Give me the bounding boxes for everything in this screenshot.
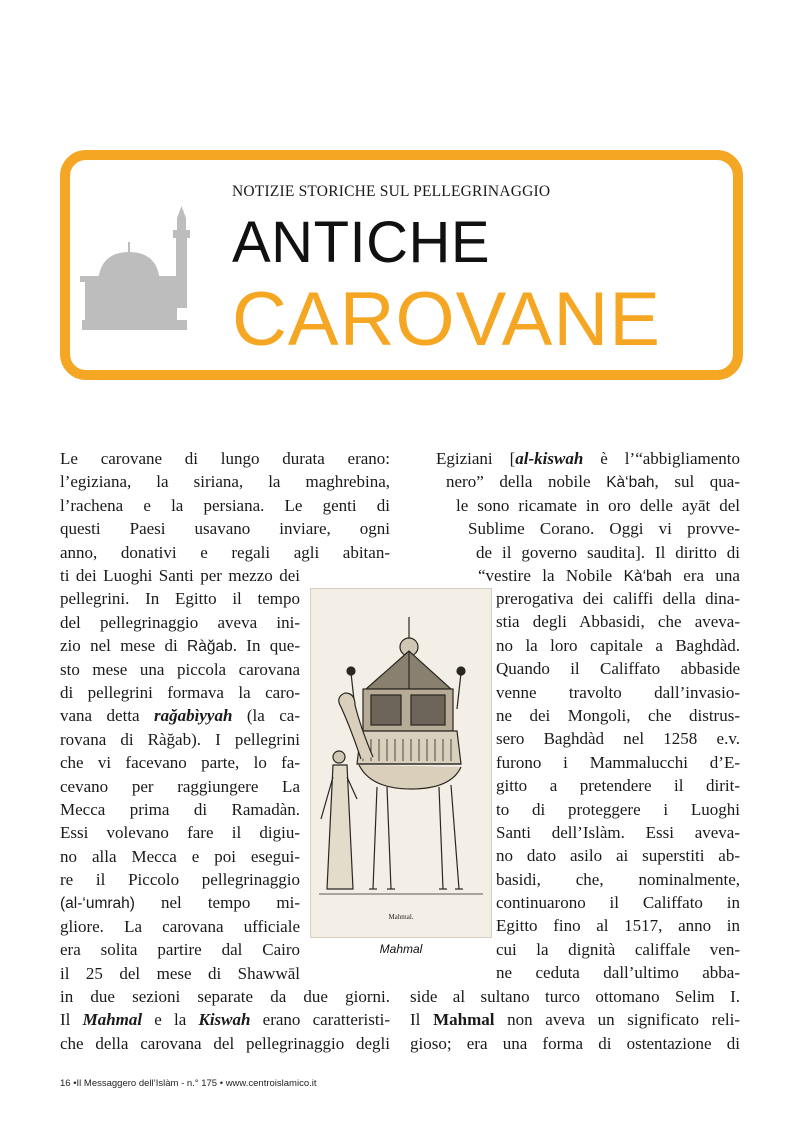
text-line: (al-‘umrah) nel tempo mi-: [60, 893, 300, 913]
text-line: Le carovane di lungo durata erano:: [60, 449, 390, 468]
text-line: ti dei Luoghi Santi per mezzo dei: [60, 566, 300, 585]
text-line: in due sezioni separate da due giorni.: [60, 987, 390, 1006]
title-line-2: CAROVANE: [232, 277, 661, 362]
term-al-kiswah: al-kiswah: [515, 449, 584, 468]
term-kabah: Kà‘bah: [623, 567, 672, 585]
text-line: che della carovana del pellegrinaggio degli: [60, 1033, 390, 1053]
text-line: gitto a pretendere il dirit-: [496, 776, 740, 796]
text-line: “vestire la Nobile Kà‘bah era una: [478, 565, 740, 585]
text-line: pellegrini. In Egitto il tempo: [60, 589, 300, 609]
text-line: venne travolto dall’invasio-: [496, 682, 740, 702]
text-line: to di proteggere i Luoghi: [496, 799, 740, 819]
left-column-bottom: [60, 985, 390, 1055]
term-umrah: (al-‘umrah): [60, 895, 135, 913]
text-line: Mecca prima di Ramadàn.: [60, 799, 300, 819]
text-line: rovana di Ràğab). I pellegrini: [60, 729, 300, 749]
right-column-narrow: [496, 587, 740, 985]
text-line: era solita partire dal Cairo: [60, 940, 300, 960]
text-line: no la loro capitale a Baghdàd.: [496, 635, 740, 655]
text-line: gioso; era una forma di ostentazione di: [410, 1033, 740, 1053]
kicker: NOTIZIE STORICHE SUL PELLEGRINAGGIO: [232, 183, 551, 200]
term-mahmal: Mahmal: [433, 1010, 495, 1030]
text-line: re il Piccolo pellegrinaggio: [60, 870, 300, 890]
text-line: de il governo saudita]. Il diritto di: [476, 542, 740, 562]
text-line: di pellegrini formava la caro-: [60, 682, 300, 702]
page-footer: 16 •Il Messaggero dell’Islàm - n.° 175 • www.centroislamico.it: [60, 1078, 317, 1089]
title-line-1: ANTICHE: [232, 210, 491, 275]
text-line: continuarono il Califfato in: [496, 893, 740, 913]
text-line: sto mese una piccola carovana: [60, 659, 300, 679]
text-line: cevano per raggiungere La: [60, 776, 300, 796]
text-line: no alla Mecca e poi esegui-: [60, 846, 300, 866]
right-column-top: [410, 447, 740, 587]
text-line: del pellegrinaggio aveva ini-: [60, 612, 300, 632]
text-line: ne dei Mongoli, che distrus-: [496, 705, 740, 725]
text-line: Il Mahmal e la Kiswah erano caratteristi-: [60, 1010, 390, 1030]
text-line: gliore. La carovana ufficiale: [60, 916, 300, 936]
left-column-narrow: [60, 564, 300, 985]
text-line: Il Mahmal non aveva un significato reli-: [410, 1010, 740, 1030]
camel-mahmal-engraving: [311, 589, 491, 937]
text-line: questi Paesi usavano inviare, ogni: [60, 519, 390, 539]
text-line: Egiziani [al-kiswah è l’“abbigliamento: [436, 449, 740, 468]
term-ragabiyyah: rağabìyyah: [154, 706, 233, 726]
text-line: basidi, che, nominalmente,: [496, 869, 740, 889]
text-line: side al sultano turco ottomano Selim I.: [410, 987, 740, 1006]
text-line: cui la dignità califfale ven-: [496, 939, 740, 959]
left-column: [60, 447, 390, 564]
text-line: nero” della nobile Kà‘bah, sul qua-: [446, 472, 741, 492]
month-name: Ràğab: [187, 638, 233, 656]
term-kiswah: Kiswah: [198, 1010, 251, 1030]
text-line: zio nel mese di Ràğab. In que-: [60, 636, 300, 656]
text-line: Santi dell’Islàm. Essi aveva-: [496, 822, 740, 842]
text-line: ne ceduta dall’ultimo abba-: [496, 963, 740, 983]
text-line: Quando il Califfato abbaside: [496, 659, 740, 679]
text-line: no dato asilo ai superstiti ab-: [496, 846, 740, 866]
text-line: furono i Mammalucchi d’E-: [496, 752, 740, 772]
figure-caption: Mahmal: [379, 942, 423, 956]
text-line: anno, donativi e regali agli abitan-: [60, 542, 390, 562]
text-line: l’egiziana, la siriana, la maghrebina,: [60, 472, 390, 492]
term-kabah: Kà‘bah: [606, 474, 655, 492]
text-line: Egitto fino al 1517, anno in: [496, 916, 740, 936]
mahmal-illustration: [310, 588, 492, 938]
right-column-bottom: [410, 985, 740, 1055]
mosque-icon: [80, 200, 200, 340]
text-line: stia degli Abbasidi, che aveva-: [496, 612, 740, 632]
text-line: Essi volevano fare il digiu-: [60, 823, 300, 843]
text-line: le sono ricamate in oro delle ayāt del: [456, 495, 740, 515]
text-line: che vi facevano parte, lo fa-: [60, 753, 300, 773]
text-line: Sublime Corano. Oggi vi provve-: [468, 519, 740, 539]
text-line: il 25 del mese di Shawwāl: [60, 963, 300, 983]
text-line: vana detta rağabìyyah (la ca-: [60, 706, 300, 726]
plate-label: Mahmal.: [388, 913, 414, 921]
term-mahmal: Mahmal: [82, 1010, 143, 1030]
text-line: l’rachena e la persiana. Le genti di: [60, 495, 390, 515]
text-line: sero Baghdàd nel 1258 e.v.: [496, 729, 740, 749]
text-line: prerogativa dei califfi della dina-: [496, 589, 740, 608]
